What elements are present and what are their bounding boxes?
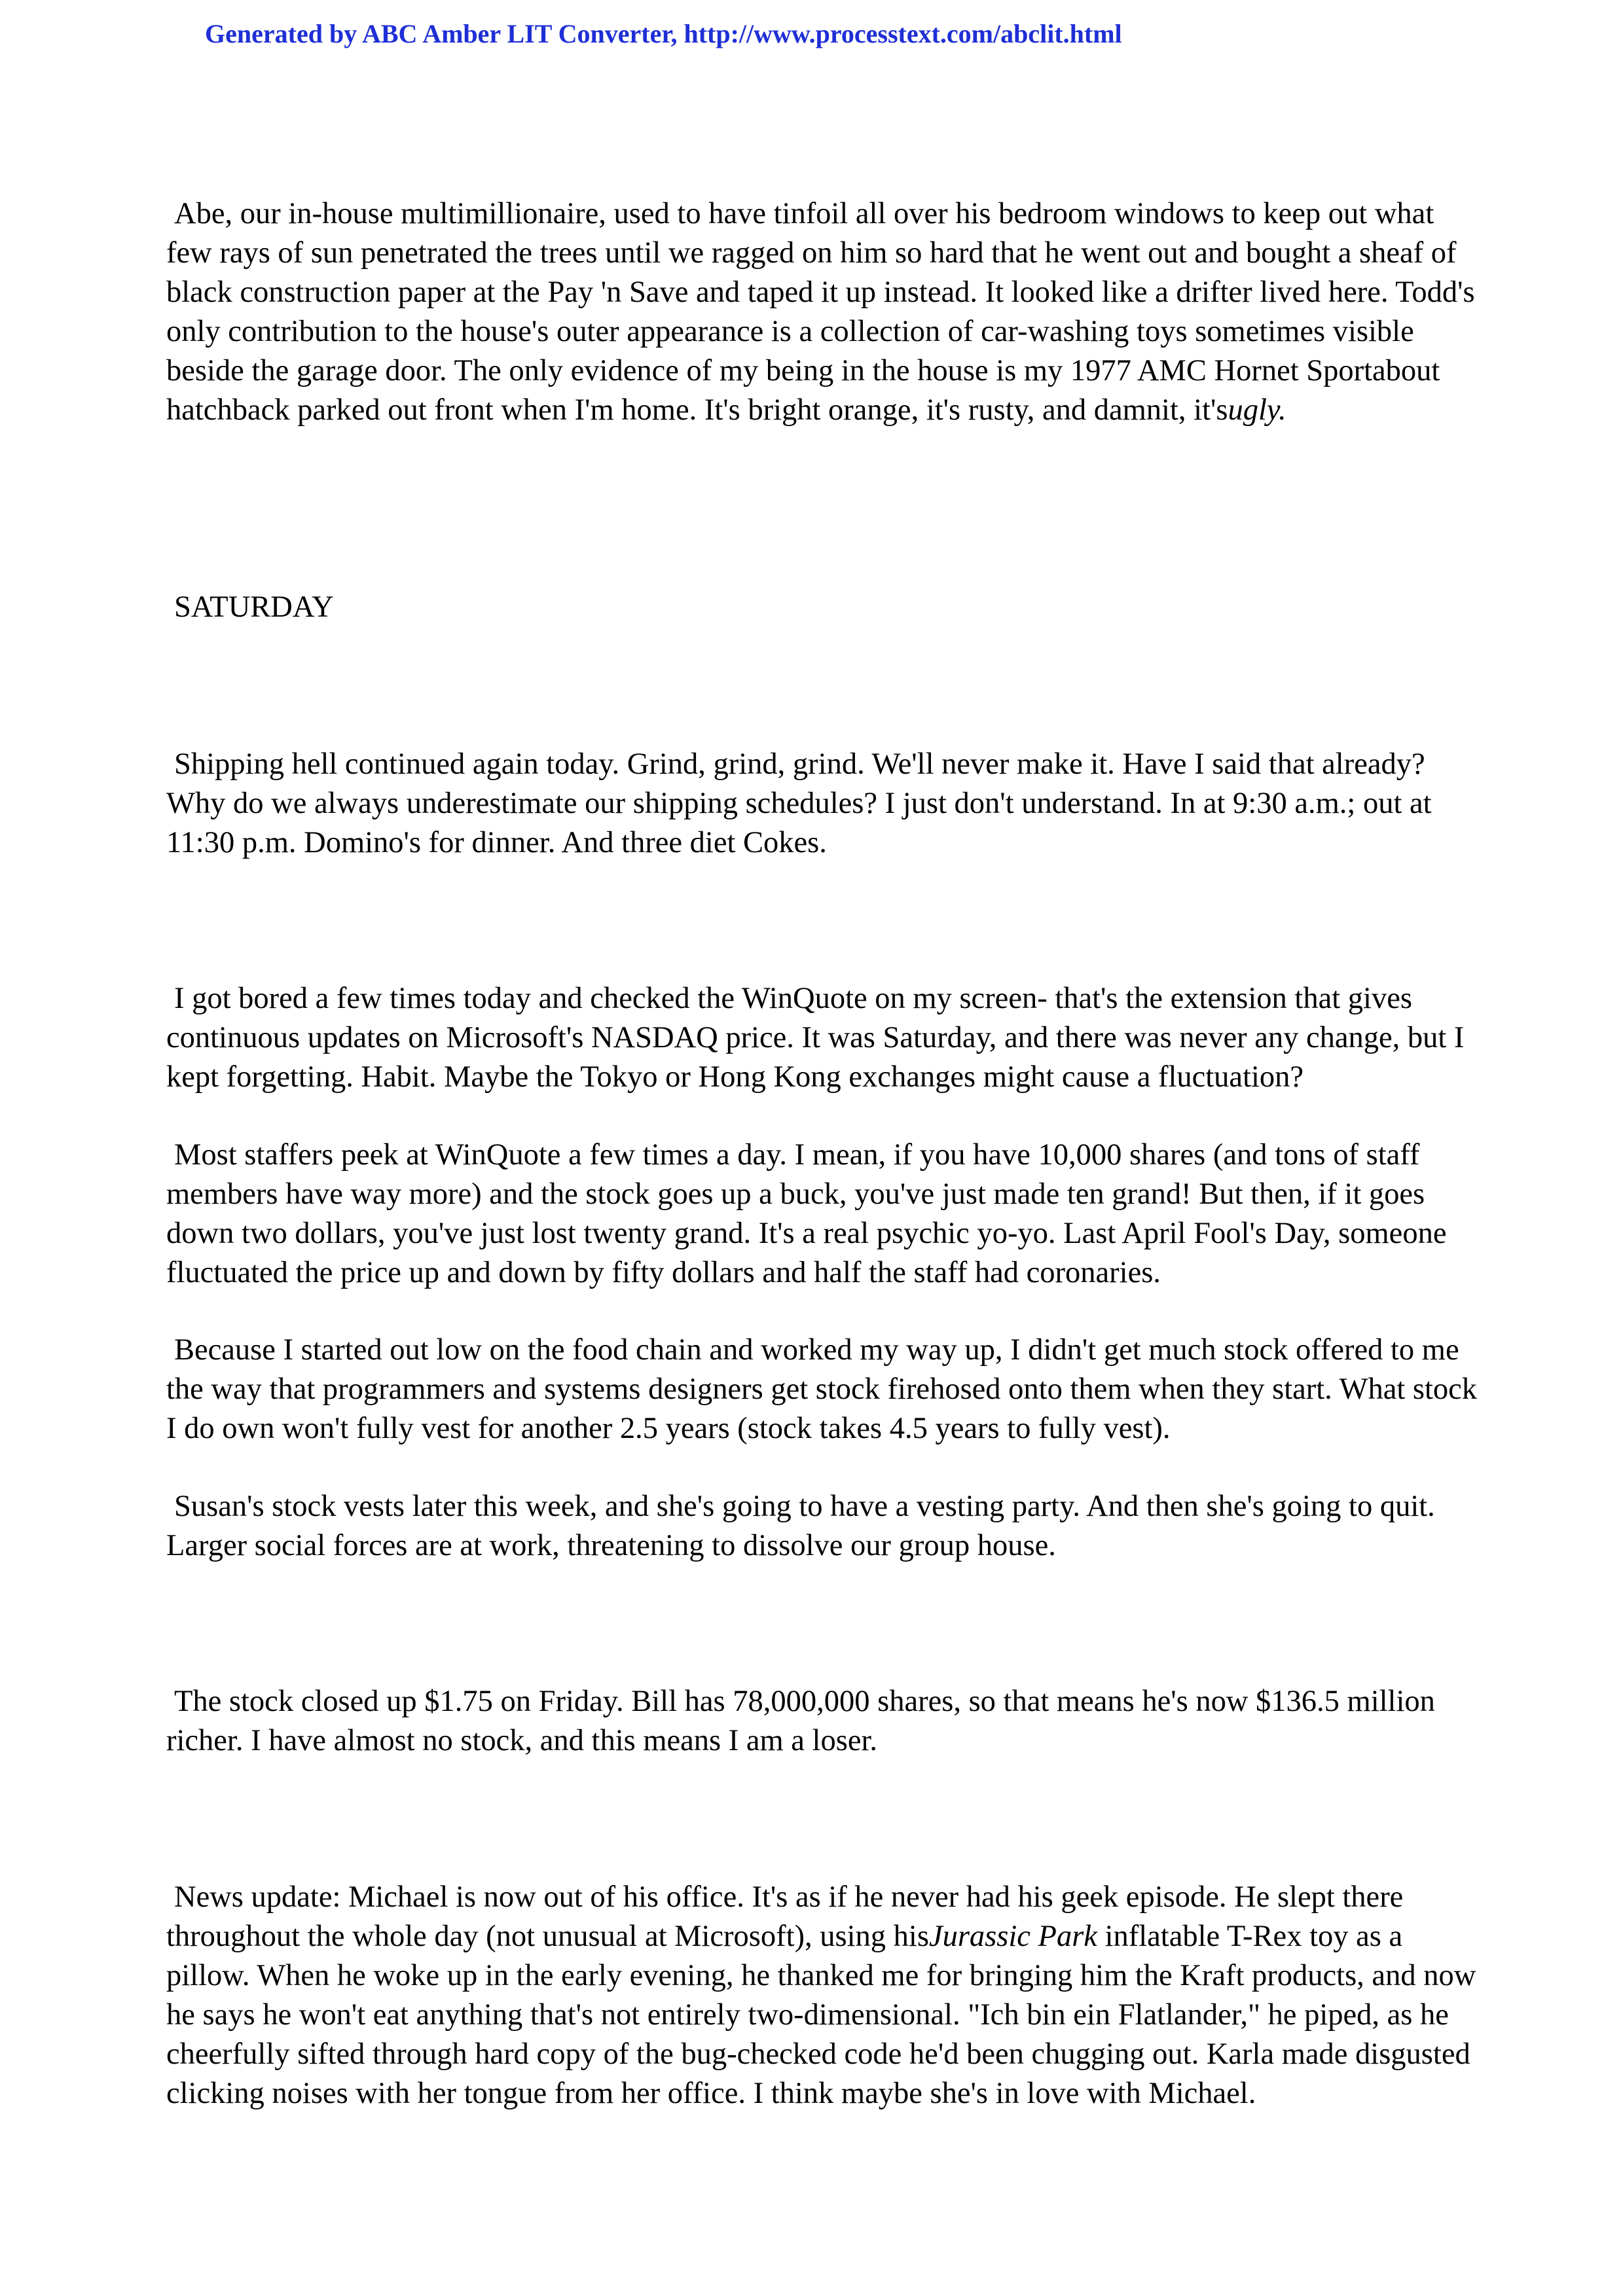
paragraph-news-before: News update: Michael is now out of his office. It's as if he never had his geek episode. He slept there throughout the whole day (not unusual at Microsoft), using his <box>166 1880 1404 1953</box>
spacer <box>166 1097 1482 1136</box>
spacer <box>166 627 1482 745</box>
paragraph-shipping-hell: Shipping hell continued again today. Grind, grind, grind. We'll never make it. Have I said that already? Why do we always underestimate our shipping schedules? I just don't understand. In at 9:30 a.m.; out at 11:30 p.m. Domino's for dinner. And three diet Cokes. <box>166 747 1432 859</box>
paragraph-news-after: inflatable T-Rex toy as a pillow. When he woke up in the early evening, he thanked me for bringing him the Kraft products, and now he says he won't eat anything that's not entirely two-dimensional. "Ich bin ein Flatlander," he piped, as he cheerfully sifted through hard copy of the bug-checked code he'd been chugging out. Karla made disgusted clicking noises with her tongue from her office. I think maybe she's in love with Michael. <box>166 1920 1476 2110</box>
spacer <box>166 1566 1482 1682</box>
spacer <box>166 1293 1482 1331</box>
paragraph-abe <box>166 194 1482 430</box>
paragraph-stock-closed: The stock closed up $1.75 on Friday. Bill has 78,000,000 shares, so that means he's now $136.5 million richer. I have almost no stock, and this means I am a loser. <box>166 1685 1435 1757</box>
paragraph-abe-text: Abe, our in-house multimillionaire, used to have tinfoil all over his bedroom windows to keep out what few rays of sun penetrated the trees until we ragged on him so hard that he went out and bought a sheaf of black construction paper at the Pay 'n Save and taped it up instead. It looked like a drifter lived here. Todd's only contribution to the house's outer appearance is a collection of car-washing toys sometimes visible beside the garage door. The only evidence of my being in the house is my 1977 AMC Hornet Sportabout hatchback parked out front when I'm home. It's bright orange, it's rusty, and damnit, it's <box>166 197 1475 427</box>
paragraph-abe-italic: ugly. <box>1228 393 1286 427</box>
paragraph-staffers: Most staffers peek at WinQuote a few times a day. I mean, if you have 10,000 shares (and tons of staff members have way more) and the stock goes up a buck, you've just made ten grand! But then, if it goes down two dollars, you've just lost twenty grand. It's a real psychic yo-yo. Last April Fool's Day, someone fluctuated the price up and down by fifty dollars and half the staff had coronaries. <box>166 1138 1447 1289</box>
converter-header-link[interactable]: Generated by ABC Amber LIT Converter, http://www.processtext.com/abclit.html <box>205 19 1122 48</box>
document-body <box>166 194 1482 2113</box>
spacer <box>166 1448 1482 1487</box>
spacer <box>166 430 1482 588</box>
spacer <box>166 863 1482 979</box>
paragraph-susan: Susan's stock vests later this week, and she's going to have a vesting party. And then she's going to quit. Larger social forces are at work, threatening to dissolve our group house. <box>166 1490 1435 1562</box>
section-heading-saturday: SATURDAY <box>174 590 334 624</box>
paragraph-winquote: I got bored a few times today and checked the WinQuote on my screen- that's the extension that gives continuous updates on Microsoft's NASDAQ price. It was Saturday, and there was never any change, but I kept forgetting. Habit. Maybe the Tokyo or Hong Kong exchanges might cause a fluctuation? <box>166 982 1465 1094</box>
paragraph-food-chain: Because I started out low on the food chain and worked my way up, I didn't get much stock offered to me the way that programmers and systems designers get stock firehosed onto them when they start. What stock I do own won't fully vest for another 2.5 years (stock takes 4.5 years to fully vest). <box>166 1333 1478 1445</box>
paragraph-news-update <box>166 1878 1482 2113</box>
spacer <box>166 1761 1482 1878</box>
paragraph-news-italic: Jurassic Park <box>928 1920 1097 1953</box>
